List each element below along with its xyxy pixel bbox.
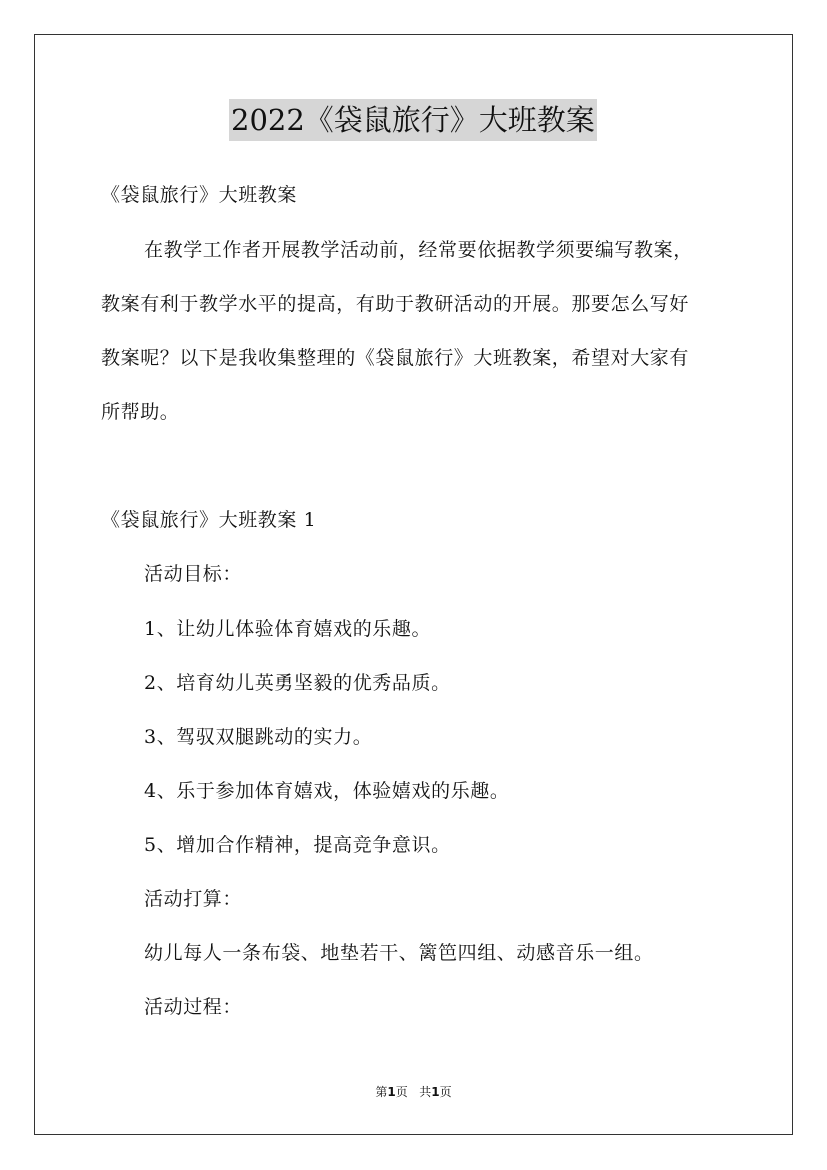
footer-page-current: 1	[387, 1085, 396, 1099]
section-heading: 《袋鼠旅行》大班教案 1	[101, 509, 317, 531]
goal-item-3: 3、驾驭双腿跳动的实力。	[144, 726, 373, 748]
document-subtitle: 《袋鼠旅行》大班教案	[101, 184, 298, 206]
goal-item-1: 1、让幼儿体验体育嬉戏的乐趣。	[144, 618, 432, 640]
intro-line-2: 教案有利于教学水平的提高，有助于教研活动的开展。那要怎么写好	[101, 293, 690, 315]
intro-line-3: 教案呢？以下是我收集整理的《袋鼠旅行》大班教案，希望对大家有	[101, 347, 690, 369]
intro-line-1: 在教学工作者开展教学活动前，经常要依据教学须要编写教案，	[144, 239, 693, 261]
process-heading: 活动过程：	[144, 996, 243, 1018]
page-footer	[0, 1084, 827, 1100]
prep-heading: 活动打算：	[144, 888, 243, 910]
goal-item-4: 4、乐于参加体育嬉戏，体验嬉戏的乐趣。	[144, 780, 510, 802]
prep-text: 幼儿每人一条布袋、地垫若干、篱笆四组、动感音乐一组。	[144, 942, 654, 964]
footer-page-total: 1	[431, 1085, 440, 1099]
intro-line-4: 所帮助。	[101, 401, 180, 423]
goals-heading: 活动目标：	[144, 563, 243, 585]
goal-item-5: 5、增加合作精神，提高竞争意识。	[144, 834, 451, 856]
footer-page-prefix: 第	[375, 1085, 388, 1099]
goal-item-2: 2、培育幼儿英勇坚毅的优秀品质。	[144, 672, 451, 694]
footer-page-mid: 页 共	[395, 1085, 432, 1099]
footer-page-suffix: 页	[439, 1085, 452, 1099]
document-title: 2022《袋鼠旅行》大班教案	[229, 99, 597, 141]
